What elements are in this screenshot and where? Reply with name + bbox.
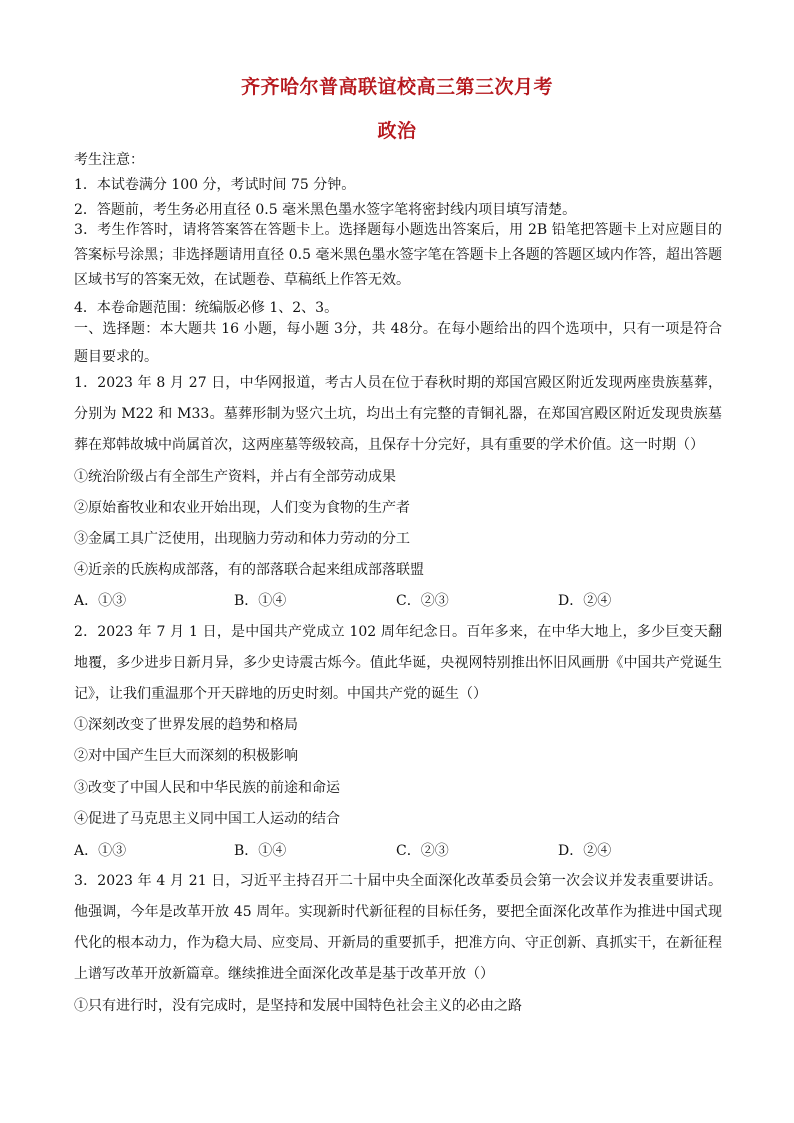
question-1-option-b[interactable]: B．①④ — [234, 593, 287, 609]
notice-item-4: 4．本卷命题范围：统编版必修 1、2、3。 — [74, 300, 339, 316]
question-2-statement-2: ②对中国产生巨大而深刻的积极影响 — [74, 748, 298, 764]
question-1-statement-4: ④近亲的氏族构成部落，有的部落联合起来组成部落联盟 — [74, 562, 424, 578]
question-1-option-c[interactable]: C．②③ — [396, 593, 449, 609]
question-2-option-a[interactable]: A．①③ — [74, 843, 127, 859]
question-2-stem: 2．2023 年 7 月 1 日，是中国共产党成立 102 周年纪念日。百年多来，在中华大地上，多少巨变天翻地覆，多少进步日新月异，多少史诗震古烁今。值此华诞，央视网特别推出怀旧风画册《中国共产党诞生记》，让我们重温那个开天辟地的历史时刻。中国共产党的诞生（） — [74, 624, 722, 702]
notice-item-1: 1．本试卷满分 100 分，考试时间 75 分钟。 — [74, 177, 356, 193]
question-1-statement-1: ①统治阶级占有全部生产资料，并占有全部劳动成果 — [74, 469, 396, 485]
question-2-option-d[interactable]: D．②④ — [558, 843, 612, 859]
question-1-statement-2: ②原始畜牧业和农业开始出现，人们变为食物的生产者 — [74, 500, 410, 516]
question-3-statement-1: ①只有进行时，没有完成时，是坚持和发展中国特色社会主义的必由之路 — [74, 998, 522, 1014]
question-2-statement-3: ③改变了中国人民和中华民族的前途和命运 — [74, 780, 340, 796]
notice-heading: 考生注意： — [74, 152, 144, 168]
notice-item-2: 2．答题前，考生务必用直径 0.5 毫米黑色墨水签字笔将密封线内项目填写清楚。 — [74, 202, 577, 218]
question-2-statement-1: ①深刻改变了世界发展的趋势和格局 — [74, 717, 298, 733]
question-1-option-a[interactable]: A．①③ — [74, 593, 127, 609]
question-1-statement-3: ③金属工具广泛使用，出现脑力劳动和体力劳动的分工 — [74, 531, 410, 547]
notice-item-3: 3．考生作答时，请将答案答在答题卡上。选择题每小题选出答案后，用 2B 铅笔把答题卡上对应题目的答案标号涂黑；非选择题请用直径 0.5 毫米黑色墨水签字笔在答题卡上各题的答题区域内作答，超出答题区域书写的答案无效，在试题卷、草稿纸上作答无效。 — [74, 222, 722, 288]
exam-title: 齐齐哈尔普高联谊校高三第三次月考 — [240, 76, 553, 98]
question-2-option-b[interactable]: B．①④ — [234, 843, 287, 859]
section-intro: 一、选择题：本大题共 16 小题，每小题 3分，共 48分。在每小题给出的四个选项中，只有一项是符合题目要求的。 — [74, 321, 722, 365]
subject-title: 政治 — [377, 120, 417, 142]
question-2-statement-4: ④促进了马克思主义同中国工人运动的结合 — [74, 811, 340, 827]
question-2-option-c[interactable]: C．②③ — [396, 843, 449, 859]
question-3-stem: 3．2023 年 4 月 21 日，习近平主持召开二十届中央全面深化改革委员会第一次会议并发表重要讲话。他强调，今年是改革开放 45 周年。实现新时代新征程的目标任务，要把全面深化改革作为推进中国式现代化的根本动力，作为稳大局、应变局、开新局的重要抓手，把准方向、守正创新、真抓实干，在新征程上谱写改革开放新篇章。继续推进全面深化改革是基于改革开放（） — [74, 873, 722, 982]
question-1-stem: 1．2023 年 8 月 27 日，中华网报道，考古人员在位于春秋时期的郑国宫殿区附近发现两座贵族墓葬，分别为 M22 和 M33。墓葬形制为竖穴土坑，均出土有完整的青铜礼器，在郑国宫殿区附近发现贵族墓葬在郑韩故城中尚属首次，这两座墓等级较高，且保存十分完好，具有重要的学术价值。这一时期（） — [74, 375, 722, 453]
question-1-option-d[interactable]: D．②④ — [558, 593, 612, 609]
